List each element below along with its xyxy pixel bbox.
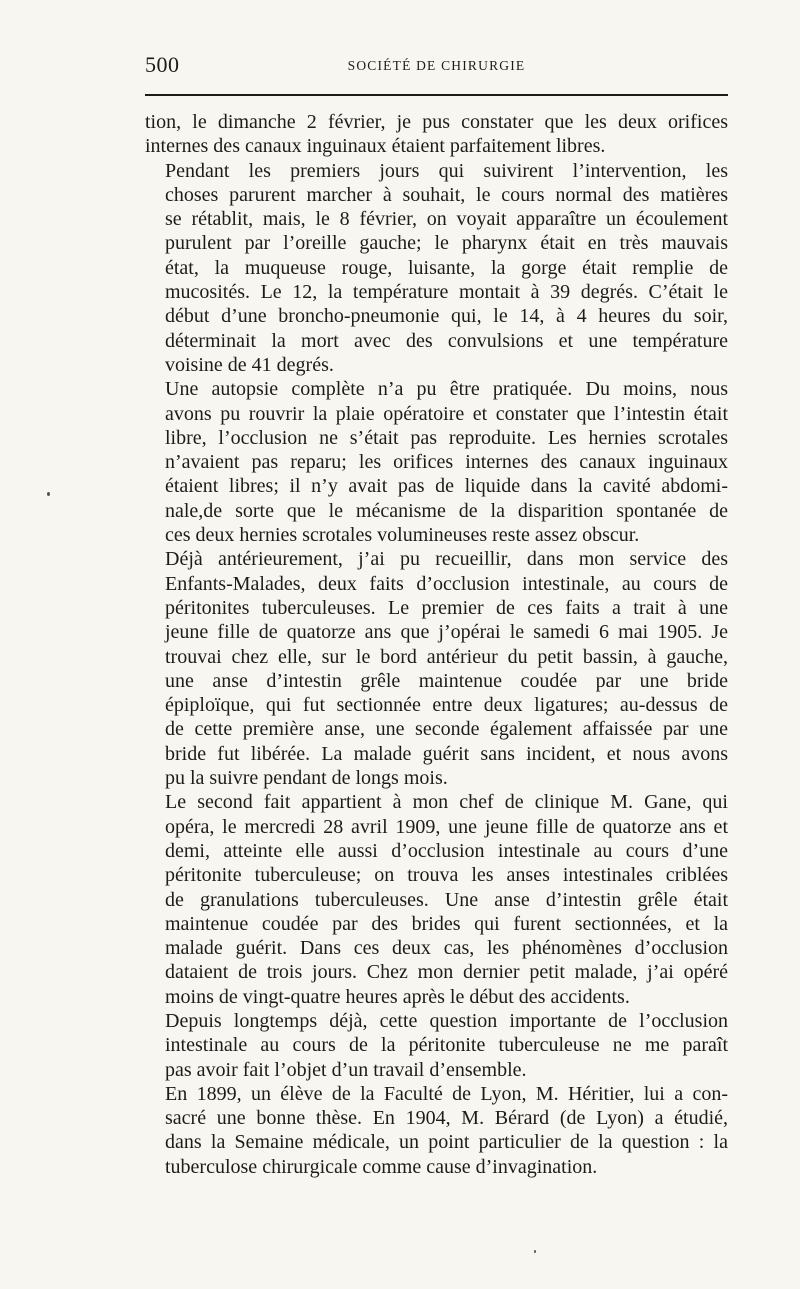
print-speck <box>534 1250 536 1253</box>
text-line: opéra, le mercredi 28 avril 1909, une jeune fille de quatorze ans et <box>165 815 728 838</box>
text-line: jeune fille de quatorze ans que j’opérai le samedi 6 mai 1905. Je <box>165 621 728 644</box>
text-line: moins de vingt-quatre heures après le début des accidents. <box>165 985 630 1008</box>
paragraph <box>145 790 728 1009</box>
paragraph <box>145 377 728 547</box>
text-line: n’avaient pas reparu; les orifices internes des canaux inguinaux <box>165 451 728 474</box>
text-line: demi, atteinte elle aussi d’occlusion intestinale au cours d’une <box>165 839 728 862</box>
text-line: Une autopsie complète n’a pu être pratiquée. Du moins, nous <box>165 378 728 401</box>
text-line: En 1899, un élève de la Faculté de Lyon, M. Héritier, lui a con- <box>165 1082 728 1105</box>
text-line: purulent par l’oreille gauche; le pharynx était en très mauvais <box>165 232 728 255</box>
text-line: nale,de sorte que le mécanisme de la disparition spontanée de <box>165 499 728 522</box>
text-line: Enfants-Malades, deux faits d’occlusion intestinale, au cours de <box>165 572 728 595</box>
text-line: début d’une broncho-pneumonie qui, le 14, à 4 heures du soir, <box>165 305 728 328</box>
text-line: dataient de trois jours. Chez mon dernier petit malade, j’ai opéré <box>165 961 728 984</box>
text-line: choses parurent marcher à souhait, le cours normal des matières <box>165 183 728 206</box>
text-line: internes des canaux inguinaux étaient parfaitement libres. <box>145 135 606 158</box>
text-line: bride fut libérée. La malade guérit sans incident, et nous avons <box>165 742 728 765</box>
page-number: 500 <box>145 52 180 77</box>
text-line: Le second fait appartient à mon chef de clinique M. Gane, qui <box>165 791 728 814</box>
page-header <box>145 52 728 82</box>
paragraph <box>145 110 728 159</box>
text-line: de cette première anse, une seconde également affaissée par une <box>165 718 728 741</box>
text-line: étaient libres; il n’y avait pas de liquide dans la cavité abdomi- <box>165 475 728 498</box>
text-line: épiploïque, qui fut sectionnée entre deux ligatures; au-dessus de <box>165 694 728 717</box>
text-line: péritonites tuberculeuses. Le premier de ces faits a trait à une <box>165 596 728 619</box>
text-line: péritonite tuberculeuse; on trouva les anses intestinales criblées <box>165 864 728 887</box>
text-line: pu la suivre pendant de longs mois. <box>165 767 448 790</box>
text-line: trouvai chez elle, sur le bord antérieur du petit bassin, à gauche, <box>165 645 728 668</box>
running-title: SOCIÉTÉ DE CHIRURGIE <box>347 58 526 73</box>
text-line: sacré une bonne thèse. En 1904, M. Bérard (de Lyon) a étudié, <box>165 1107 728 1130</box>
text-line: Depuis longtemps déjà, cette question importante de l’occlusion <box>165 1009 728 1032</box>
text-line: une anse d’intestin grêle maintenue coudée par une bride <box>165 669 728 692</box>
text-line: état, la muqueuse rouge, luisante, la gorge était remplie de <box>165 256 728 279</box>
header-rule <box>145 94 728 96</box>
text-line: tion, le dimanche 2 février, je pus constater que les deux orifices <box>145 111 728 133</box>
text-line: dans la Semaine médicale, un point particulier de la question : la <box>165 1131 728 1154</box>
print-speck <box>47 492 50 496</box>
text-line: avons pu rouvrir la plaie opératoire et constater que l’intestin était <box>165 402 728 425</box>
paragraph <box>145 159 728 378</box>
text-line: pas avoir fait l’objet d’un travail d’ensemble. <box>165 1058 527 1081</box>
text-line: mucosités. Le 12, la température montait à 39 degrés. C’était le <box>165 281 728 304</box>
body-text <box>145 110 728 1179</box>
text-line: ces deux hernies scrotales volumineuses reste assez obscur. <box>165 524 640 547</box>
text-line: tuberculose chirurgicale comme cause d’invagination. <box>165 1155 598 1178</box>
paragraph <box>145 547 728 790</box>
text-line: voisine de 41 degrés. <box>165 353 334 376</box>
text-line: de granulations tuberculeuses. Une anse d’intestin grêle était <box>165 888 728 911</box>
text-line: malade guérit. Dans ces deux cas, les phénomènes d’occlusion <box>165 937 728 960</box>
text-line: déterminait la mort avec des convulsions et une température <box>165 329 728 352</box>
text-line: maintenue coudée par des brides qui furent sectionnées, et la <box>165 912 728 935</box>
text-line: intestinale au cours de la péritonite tuberculeuse ne me paraît <box>165 1034 728 1057</box>
paragraph <box>145 1009 728 1082</box>
text-line: libre, l’occlusion ne s’était pas reproduite. Les hernies scrotales <box>165 426 728 449</box>
text-line: Pendant les premiers jours qui suivirent l’intervention, les <box>165 159 728 182</box>
paragraph <box>145 1082 728 1179</box>
text-line: Déjà antérieurement, j’ai pu recueillir, dans mon service des <box>165 548 728 571</box>
text-line: se rétablit, mais, le 8 février, on voyait apparaître un écoulement <box>165 208 728 231</box>
